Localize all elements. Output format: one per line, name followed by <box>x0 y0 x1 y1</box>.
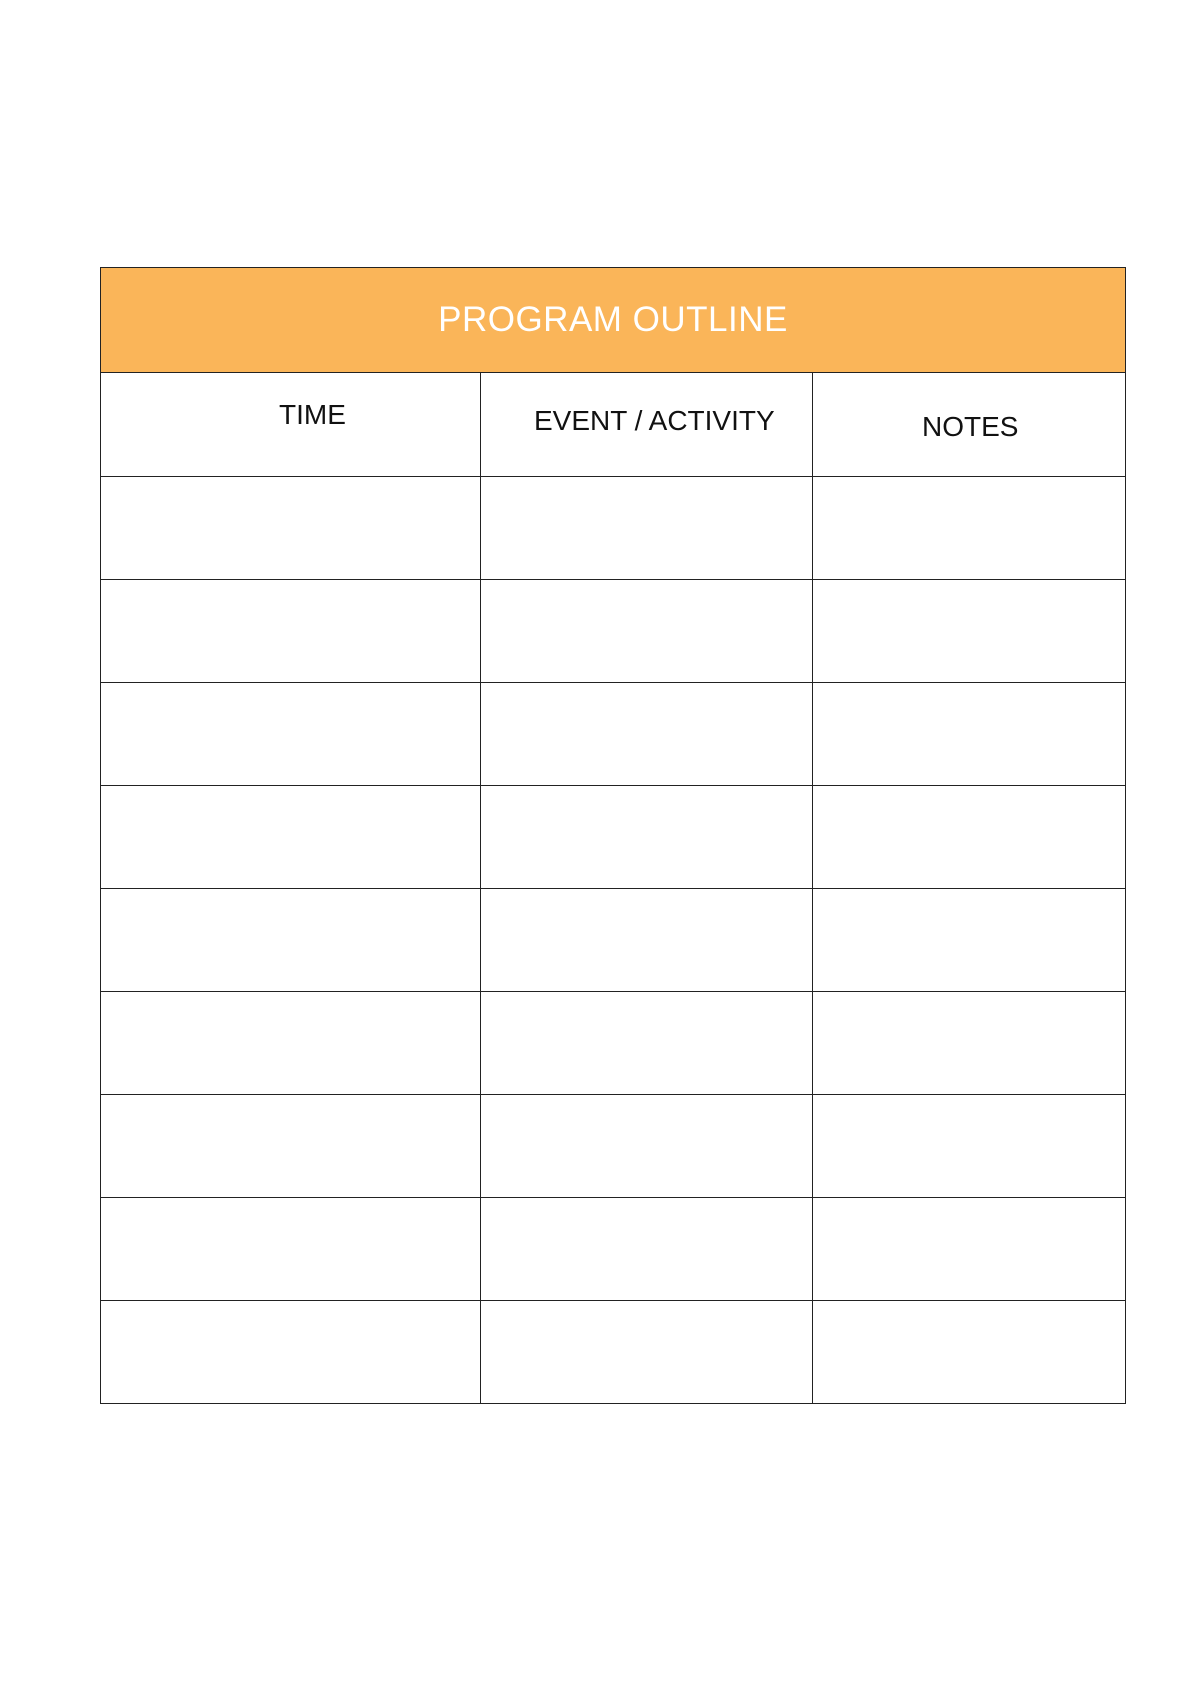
column-header-row <box>101 373 1126 477</box>
time-cell[interactable] <box>101 1198 481 1301</box>
notes-cell[interactable] <box>813 889 1126 992</box>
title-row <box>101 268 1126 373</box>
notes-cell[interactable] <box>813 477 1126 580</box>
event-cell[interactable] <box>481 1198 813 1301</box>
time-cell[interactable] <box>101 580 481 683</box>
event-cell[interactable] <box>481 786 813 889</box>
column-header-event-label: EVENT / ACTIVITY <box>534 405 775 436</box>
column-header-notes <box>813 373 1126 477</box>
table-body <box>101 477 1126 1404</box>
notes-cell[interactable] <box>813 1301 1126 1404</box>
column-header-event <box>481 373 813 477</box>
table-row <box>101 1095 1126 1198</box>
notes-cell[interactable] <box>813 1095 1126 1198</box>
time-cell[interactable] <box>101 992 481 1095</box>
time-cell[interactable] <box>101 786 481 889</box>
table-row <box>101 580 1126 683</box>
column-header-time <box>101 373 481 477</box>
column-header-notes-label: NOTES <box>922 411 1019 442</box>
event-cell[interactable] <box>481 683 813 786</box>
event-cell[interactable] <box>481 1301 813 1404</box>
column-header-time-label: TIME <box>279 399 346 430</box>
time-cell[interactable] <box>101 889 481 992</box>
time-cell[interactable] <box>101 1095 481 1198</box>
table-row <box>101 1198 1126 1301</box>
table-row <box>101 992 1126 1095</box>
notes-cell[interactable] <box>813 580 1126 683</box>
event-cell[interactable] <box>481 1095 813 1198</box>
notes-cell[interactable] <box>813 683 1126 786</box>
notes-cell[interactable] <box>813 992 1126 1095</box>
table-row <box>101 477 1126 580</box>
event-cell[interactable] <box>481 477 813 580</box>
event-cell[interactable] <box>481 580 813 683</box>
time-cell[interactable] <box>101 683 481 786</box>
table-title: PROGRAM OUTLINE <box>101 268 1126 373</box>
notes-cell[interactable] <box>813 786 1126 889</box>
event-cell[interactable] <box>481 992 813 1095</box>
time-cell[interactable] <box>101 1301 481 1404</box>
time-cell[interactable] <box>101 477 481 580</box>
program-outline-table <box>100 267 1126 1404</box>
table-row <box>101 1301 1126 1404</box>
notes-cell[interactable] <box>813 1198 1126 1301</box>
table-row <box>101 889 1126 992</box>
table-row <box>101 683 1126 786</box>
table-row <box>101 786 1126 889</box>
event-cell[interactable] <box>481 889 813 992</box>
